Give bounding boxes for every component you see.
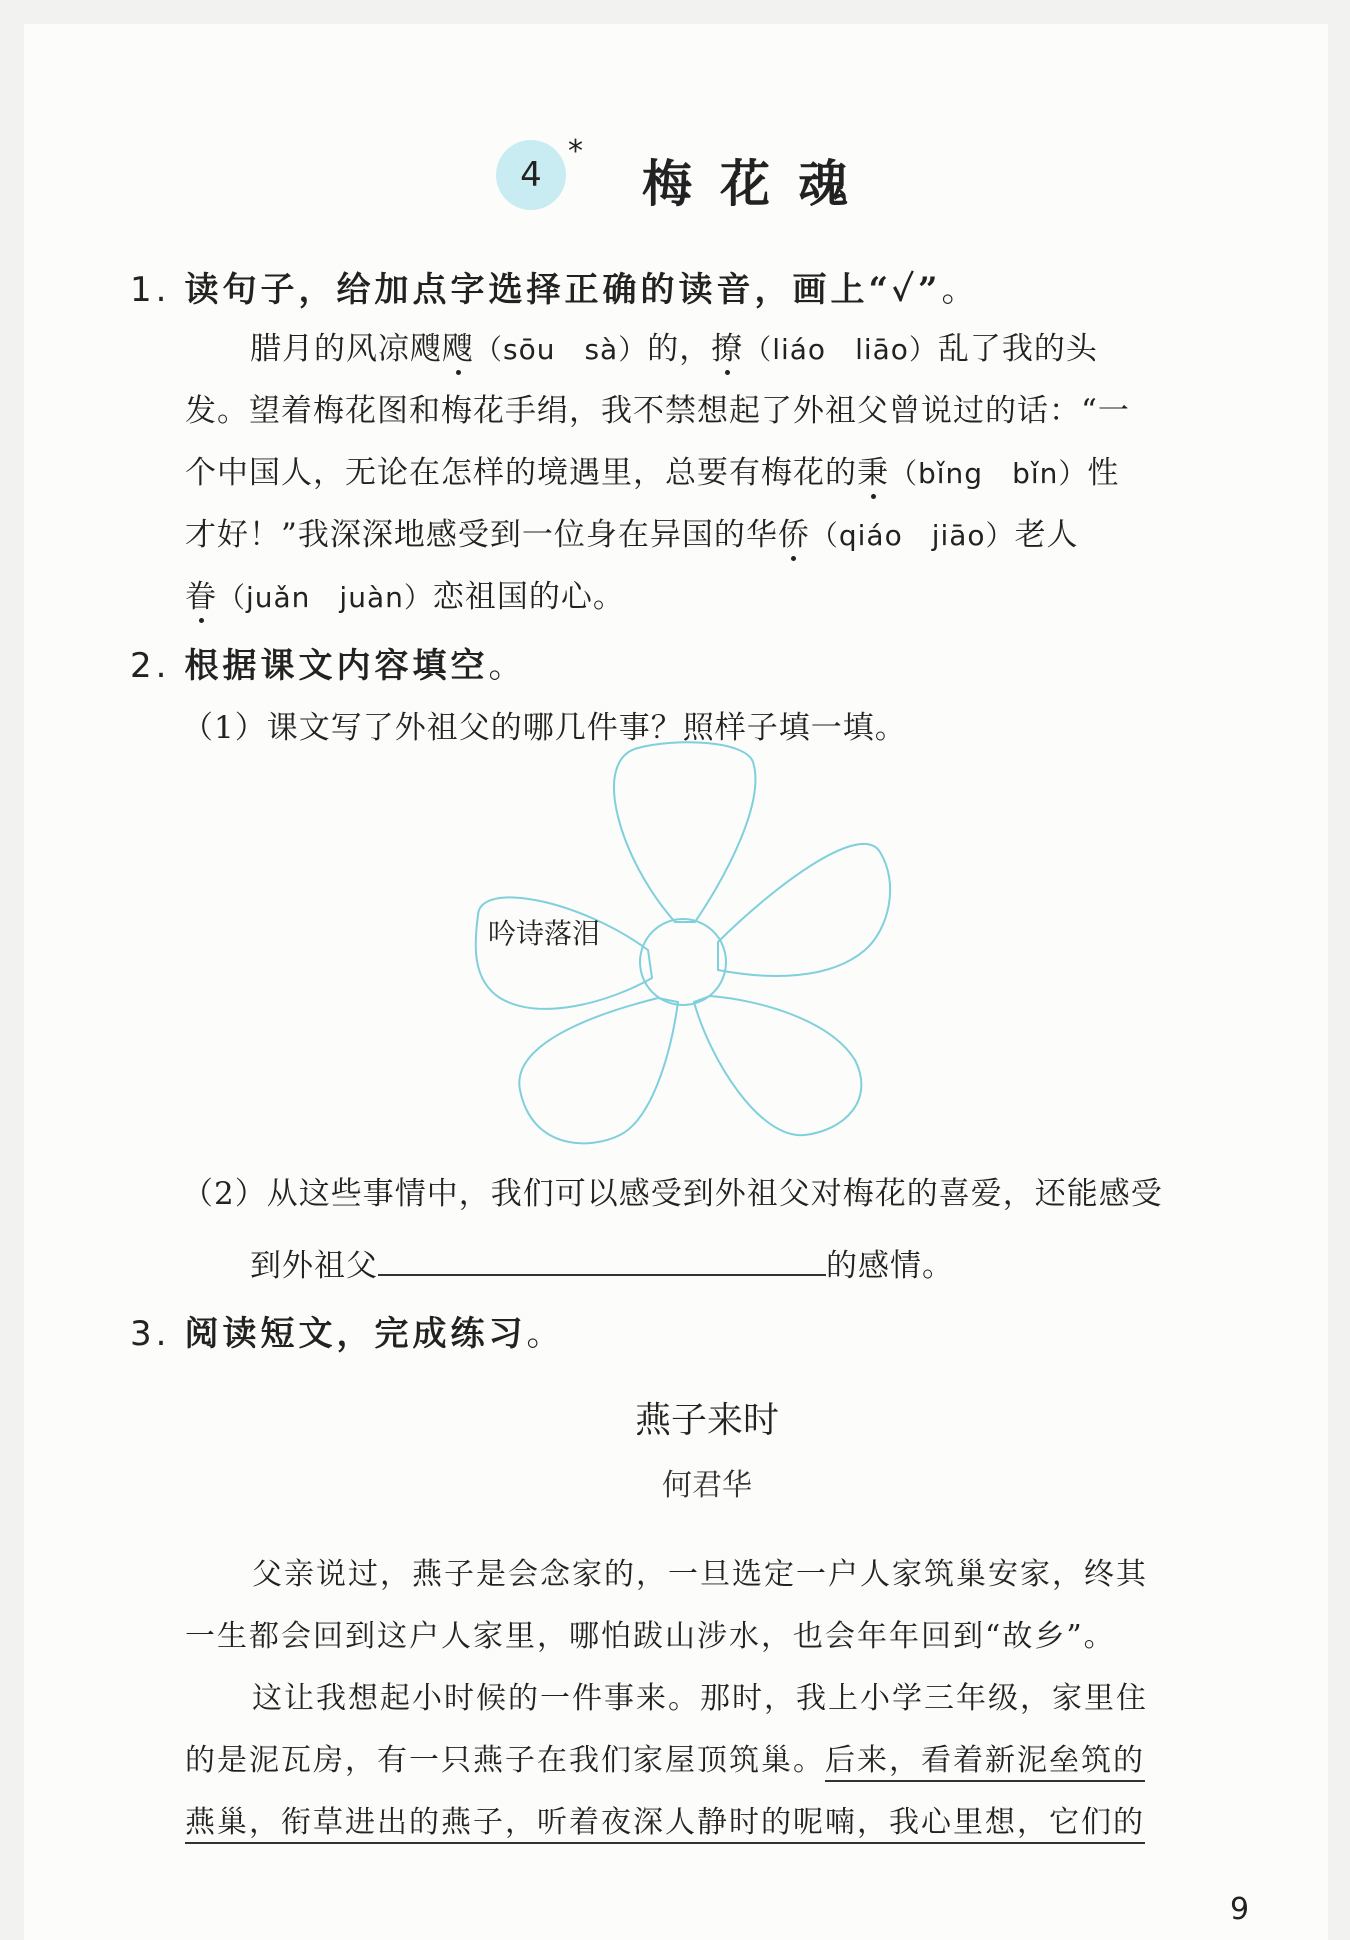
q1-line-1 bbox=[250, 318, 1240, 381]
text: 腊月的风凉 bbox=[250, 331, 410, 367]
question-tail: 。 bbox=[488, 646, 527, 686]
text: 的是泥瓦房，有一只燕子在我们家屋顶筑巢。 bbox=[185, 1743, 825, 1778]
text: 恋祖国的心。 bbox=[432, 579, 625, 615]
lesson-title: 梅花魂 bbox=[642, 154, 876, 213]
story-p1-line-2: 一生都会回到这户人家里，哪怕跋山涉水，也会年年回到“故乡”。 bbox=[185, 1619, 1116, 1654]
text: 老人 bbox=[1014, 517, 1079, 553]
question-prompt: 根据课文内容填空 bbox=[184, 646, 489, 686]
petal-bottom-right bbox=[694, 996, 861, 1135]
q2-sub-2-line-1: （2）从这些事情中，我们可以感受到外祖父对梅花的喜爱，还能感受 bbox=[182, 1176, 1163, 1212]
pinyin-options[interactable]: （qiáo jiāo） bbox=[809, 519, 1015, 552]
question-prompt: 阅读短文，完成练习 bbox=[184, 1314, 527, 1354]
question-number: 1. bbox=[130, 270, 171, 310]
text: 性 bbox=[1087, 455, 1120, 491]
story-p2-line-3 bbox=[185, 1792, 1235, 1854]
text: 飕 bbox=[410, 331, 442, 367]
pinyin-options[interactable]: （liáo liāo） bbox=[743, 333, 938, 366]
question-tail: 。 bbox=[526, 1314, 565, 1354]
q1-line-4 bbox=[185, 504, 1235, 567]
question-3-heading bbox=[130, 1306, 564, 1355]
flower-center bbox=[640, 919, 726, 1005]
story-p2-line-1: 这让我想起小时候的一件事来。那时，我上小学三年级，家里住 bbox=[252, 1681, 1148, 1716]
pinyin-options[interactable]: （juǎn juàn） bbox=[217, 581, 433, 614]
dotted-char: 飕 bbox=[442, 331, 474, 367]
petal-bottom-left bbox=[519, 998, 678, 1143]
q1-line-5 bbox=[185, 566, 1235, 629]
question-1-heading bbox=[130, 262, 980, 311]
text: 才好！”我深深地感受到一位身在异国的华 bbox=[185, 517, 778, 553]
lesson-star: * bbox=[568, 134, 583, 169]
petal-right bbox=[718, 844, 890, 976]
question-2-heading bbox=[130, 638, 526, 687]
flower-example-label: 吟诗落泪 bbox=[488, 917, 601, 950]
lesson-title-row bbox=[0, 134, 1350, 220]
page-number: 9 bbox=[1230, 1892, 1250, 1927]
story-p1-line-1: 父亲说过，燕子是会念家的，一旦选定一户人家筑巢安家，终其 bbox=[252, 1557, 1148, 1592]
text: 的， bbox=[647, 331, 712, 367]
text: 到外祖父 bbox=[250, 1248, 378, 1284]
q1-line-2: 发。望着梅花图和梅花手绢，我不禁想起了外祖父曾说过的话：“一 bbox=[185, 393, 1130, 429]
question-number: 2. bbox=[130, 646, 171, 686]
question-number: 3. bbox=[130, 1314, 171, 1354]
text: 的感情。 bbox=[826, 1248, 954, 1284]
q2-sub-2-line-2 bbox=[250, 1240, 954, 1285]
text: 个中国人，无论在怎样的境遇里，总要有梅花的 bbox=[185, 455, 857, 491]
dotted-char: 秉 bbox=[857, 455, 889, 491]
petal-top bbox=[614, 742, 755, 922]
pinyin-options[interactable]: （sōu sà） bbox=[474, 333, 648, 366]
story-p2-line-2 bbox=[185, 1730, 1235, 1792]
underlined-text: 后来，看着新泥垒筑的 bbox=[825, 1743, 1145, 1782]
story-author: 何君华 bbox=[662, 1468, 752, 1503]
dotted-char: 侨 bbox=[777, 517, 810, 553]
q1-line-3 bbox=[185, 442, 1235, 505]
text: 乱了我的头 bbox=[937, 331, 1098, 367]
pinyin-options[interactable]: （bǐng bǐn） bbox=[889, 457, 1088, 490]
question-tail: 。 bbox=[941, 270, 980, 310]
dotted-char: 撩 bbox=[711, 331, 744, 367]
q2-sub-1: （1）课文写了外祖父的哪几件事？照样子填一填。 bbox=[182, 710, 907, 746]
story-title: 燕子来时 bbox=[634, 1400, 779, 1441]
underlined-text: 燕巢，衔草进出的燕子，听着夜深人静时的呢喃，我心里想，它们的 bbox=[185, 1805, 1145, 1844]
question-prompt: 读句子，给加点字选择正确的读音，画上“✓” bbox=[184, 270, 942, 310]
lesson-number-badge: 4 bbox=[496, 140, 566, 210]
dotted-char: 眷 bbox=[185, 579, 217, 615]
fill-in-blank[interactable] bbox=[378, 1246, 826, 1276]
